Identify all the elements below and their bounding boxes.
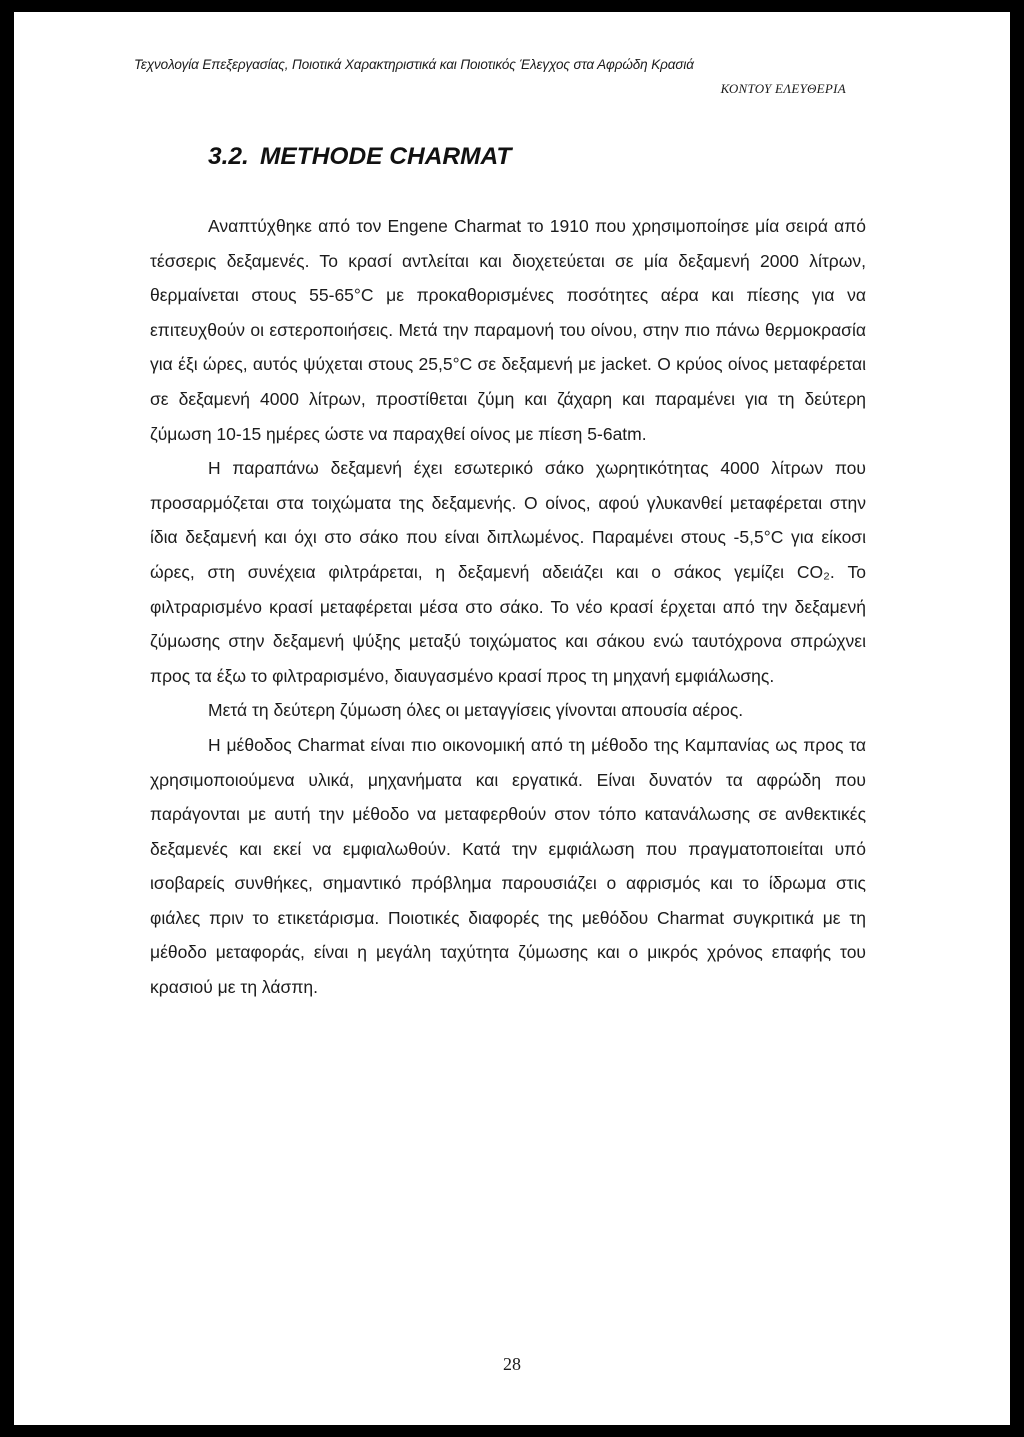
body-text (150, 209, 866, 1005)
section-title: METHODE CHARMAT (260, 143, 512, 170)
running-header-title: Τεχνολογία Επεξεργασίας, Ποιοτικά Χαρακτηριστικά και Ποιοτικός Έλεγχος στα Αφρώδη Κρασιά (134, 57, 694, 72)
paragraph: Αναπτύχθηκε από τον Engene Charmat το 1910 που χρησιμοποίησε μία σειρά από τέσσερις δεξαμενές. Το κρασί αντλείται και διοχετεύεται σε μία δεξαμενή 2000 λίτρων, θερμαίνεται στους 55-65°C με προκαθορισμένες ποσότητες αέρα και πίεσης για να επιτευχθούν οι εστεροποιήσεις. Μετά την παραμονή του οίνου, στην πιο πάνω θερμοκρασία για έξι ώρες, αυτός ψύχεται στους 25,5°C σε δεξαμενή με jacket. Ο κρύος οίνος μεταφέρεται σε δεξαμενή 4000 λίτρων, προστίθεται ζύμη και ζάχαρη και παραμένει για τη δεύτερη ζύμωση 10-15 ημέρες ώστε να παραχθεί οίνος με πίεση 5-6atm. (150, 216, 866, 444)
paragraph: Μετά τη δεύτερη ζύμωση όλες οι μεταγγίσεις γίνονται απουσία αέρος. (208, 700, 744, 721)
page-number: 28 (503, 1354, 521, 1374)
paragraph: Η μέθοδος Charmat είναι πιο οικονομική από τη μέθοδο της Καμπανίας ως προς τα χρησιμοποιούμενα υλικά, μηχανήματα και εργατικά. Είναι δυνατόν τα αφρώδη που παράγονται με αυτή την μέθοδο να μεταφερθούν στον τόπο κατανάλωσης σε ανθεκτικές δεξαμενές και εκεί να εμφιαλωθούν. Κατά την εμφιάλωση που πραγματοποιείται υπό ισοβαρείς συνθήκες, σημαντικό πρόβλημα παρουσιάζει ο αφρισμός και το ίδρωμα στις φιάλες πριν το ετικετάρισμα. Ποιοτικές διαφορές της μεθόδου Charmat συγκριτικά με τη μέθοδο μεταφοράς, είναι η μεγάλη ταχύτητα ζύμωσης και ο μικρός χρόνος επαφής του κρασιού με τη λάσπη. (150, 734, 866, 998)
section-heading (208, 143, 511, 171)
paragraph: Η παραπάνω δεξαμενή έχει εσωτερικό σάκο χωρητικότητας 4000 λίτρων που προσαρμόζεται στα τοιχώματα της δεξαμενής. Ο οίνος, αφού γλυκανθεί μεταφέρεται στην ίδια δεξαμενή και όχι στο σάκο που είναι διπλωμένος. Παραμένει στους -5,5°C για είκοσι ώρες, στη συνέχεια φιλτράρεται, η δεξαμενή αδειάζει και ο σάκος γεμίζει CO₂. Το φιλτραρισμένο κρασί μεταφέρεται μέσα στο σάκο. Το νέο κρασί έρχεται από την δεξαμενή ζύμωσης στην δεξαμενή ψύξης μεταξύ τοιχώματος και σάκου ενώ ταυτόχρονα σπρώχνει προς τα έξω το φιλτραρισμένο, διαυγασμένο κρασί προς τη μηχανή εμφιάλωσης. (150, 458, 866, 686)
section-number: 3.2. (208, 143, 249, 170)
running-header-author: ΚΟΝΤΟΥ ΕΛΕΥΘΕΡΙΑ (720, 81, 846, 96)
